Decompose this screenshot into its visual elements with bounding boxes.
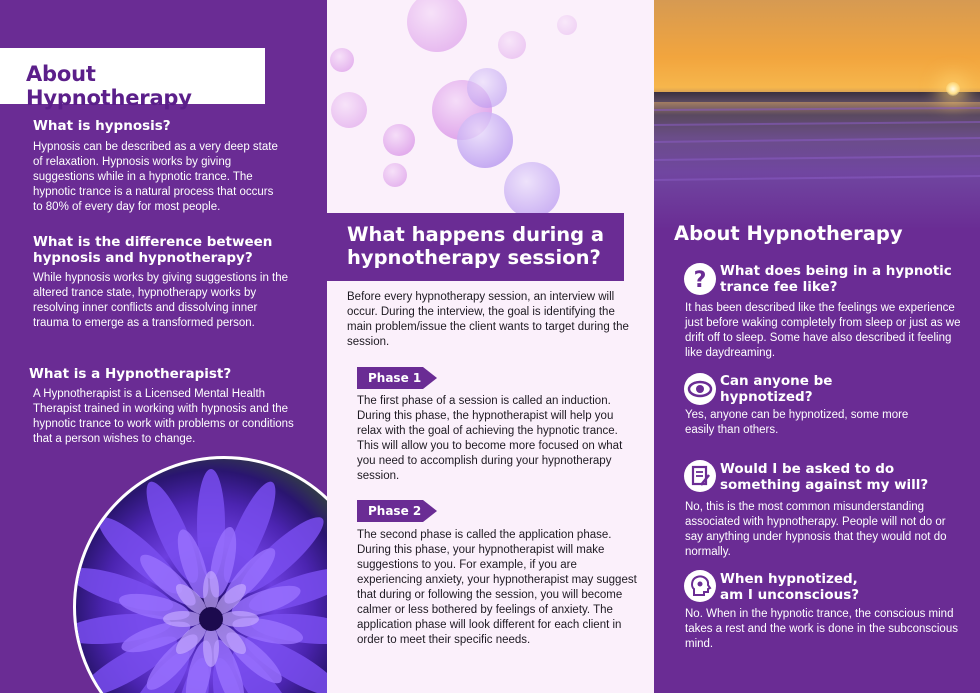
- left-panel: [0, 0, 327, 693]
- middle-intro: Before every hypnotherapy session, an interview will occur. During the interview, the goal is identifying the main problem/issue the client wants to target during the session.: [347, 291, 629, 348]
- lavender-field-photo: [654, 0, 980, 230]
- middle-title-box: [327, 213, 624, 281]
- faq-3-answer: No, this is the most common misunderstanding associated with hypnotherapy. People will not do or say anything under hypnosis that they would not do normally.: [685, 501, 947, 558]
- head-icon: [684, 570, 716, 602]
- question-hypnotherapist: What is a Hypnotherapist?: [29, 366, 232, 382]
- question-what-is-hypnosis: What is hypnosis?: [33, 118, 171, 134]
- eye-icon: [684, 373, 716, 405]
- bubbles-decoration: [327, 0, 654, 220]
- lavender-rows-icon: [654, 0, 980, 230]
- left-title: About Hypnotherapy: [26, 62, 192, 110]
- phase-1-label: Phase 1: [368, 371, 422, 385]
- phase-2-label: Phase 2: [368, 504, 422, 518]
- right-panel: [654, 0, 980, 693]
- phase-1-text: The first phase of a session is called an induction. During this phase, the hypnotherapist will help you relax with the goal of achieving the hypnotic trance. This will allow you to become more focused on what you need to accomplish during your hypnotherapy session.: [357, 395, 623, 482]
- faq-2-question: Can anyone be hypnotized?: [720, 373, 833, 405]
- flower-photo: [73, 456, 327, 693]
- faq-3-question: Would I be asked to do something against my will?: [720, 461, 929, 493]
- phase-2-badge: [357, 500, 437, 522]
- faq-4-answer: No. When in the hypnotic trance, the conscious mind takes a rest and the work is done in the subconscious mind.: [685, 608, 958, 650]
- answer-difference: While hypnosis works by giving suggestions in the altered trance state, hypnotherapy works by resolving inner conflicts and dissolving inner trauma to emerge as a transformed person.: [33, 272, 289, 329]
- middle-title: What happens during a hypnotherapy session?: [347, 223, 605, 269]
- faq-1-question: What does being in a hypnotic trance fee like?: [720, 263, 952, 295]
- faq-1-answer: It has been described like the feelings we experience just before waking completely from sleep or just as we drift off to sleep. Some have also described it feeling like daydreaming.: [685, 302, 961, 359]
- svg-text:?: ?: [693, 268, 707, 293]
- faq-4-question: When hypnotized, am I unconscious?: [720, 571, 860, 603]
- question-icon: [684, 263, 716, 295]
- answer-hypnotherapist: A Hypnotherapist is a Licensed Mental Health Therapist trained in working with hypnosis and the hypnotic trance to work with problems or conditions that a person wishes to change.: [33, 388, 294, 445]
- answer-what-is-hypnosis: Hypnosis can be described as a very deep state of relaxation. Hypnosis works by giving suggestions while in a hypnotic trance. The hypnotic trance is a natural process that occurs to 80% of every day for most people.: [33, 141, 278, 213]
- phase-2-text: The second phase is called the application phase. During this phase, your hypnotherapist will make suggestions to you. For example, if you are experiencing anxiety, your hypnotherapist may suggest that during or following the session, you will become calmer or less bothered by feelings of anxiety. The application phase will look different for each client in order to meet their specific needs.: [357, 529, 637, 646]
- document-icon: [684, 460, 716, 492]
- right-title: About Hypnotherapy: [674, 222, 903, 245]
- faq-2-answer: Yes, anyone can be hypnotized, some more easily than others.: [685, 409, 909, 436]
- left-title-box: [0, 48, 265, 110]
- flower-petals-icon: [76, 459, 327, 693]
- phase-1-badge: [357, 367, 437, 389]
- question-difference: What is the difference between hypnosis and hypnotherapy?: [33, 234, 273, 266]
